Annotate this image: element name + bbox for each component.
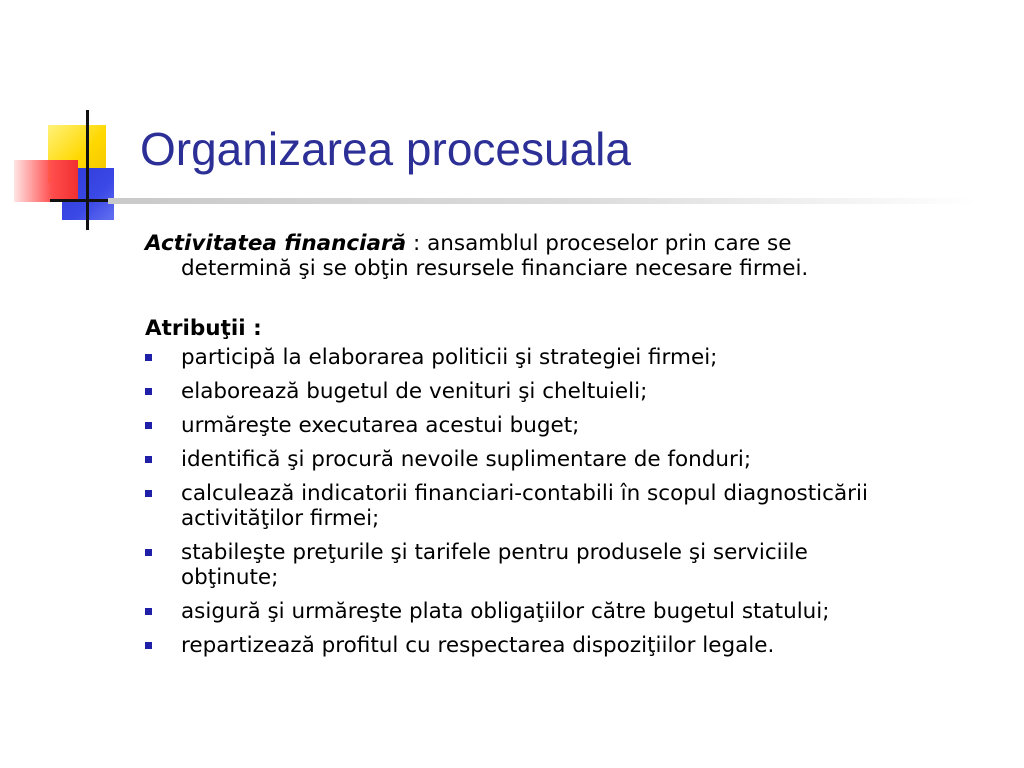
square-bullet-icon: [145, 642, 152, 649]
list-item-line: asigură şi urmăreşte plata obligaţiilor către bugetul statului;: [181, 599, 830, 624]
list-item: [145, 540, 985, 590]
slide-title: Organizarea procesuala: [140, 123, 631, 175]
list-item-line: stabileşte preţurile şi tarifele pentru produsele şi serviciile: [181, 540, 808, 565]
list-item: [145, 633, 985, 658]
square-bullet-icon: [145, 422, 152, 429]
list-item: [145, 599, 985, 624]
square-bullet-icon: [145, 608, 152, 615]
list-item: [145, 379, 985, 404]
attributes-list: [145, 345, 985, 658]
list-item-line: participă la elaborarea politicii şi strategiei firmei;: [181, 345, 718, 370]
square-bullet-icon: [145, 490, 152, 497]
list-item: [145, 447, 985, 472]
list-item-line: identifică şi procură nevoile suplimentare de fonduri;: [181, 447, 752, 472]
definition-line-2: determină şi se obţin resursele financiare necesare firmei.: [181, 256, 809, 281]
square-bullet-icon: [145, 354, 152, 361]
list-item: [145, 481, 985, 531]
slide-content: [145, 231, 985, 667]
title-underline: [108, 198, 978, 204]
logo-vertical-line-icon: [86, 110, 89, 230]
attributes-heading: Atribuţii :: [145, 316, 262, 341]
list-item: [145, 413, 985, 438]
logo-red-bar-icon: [14, 160, 78, 202]
square-bullet-icon: [145, 456, 152, 463]
list-item-line: calculează indicatorii financiari-contabili în scopul diagnosticării: [181, 481, 868, 506]
list-item-line: elaborează bugetul de venituri şi cheltuieli;: [181, 379, 648, 404]
list-item-line: repartizează profitul cu respectarea dispoziţiilor legale.: [181, 633, 775, 658]
square-bullet-icon: [145, 549, 152, 556]
list-item-line: activităţilor firmei;: [181, 506, 380, 531]
definition-line-1: [145, 231, 985, 256]
list-item-line: obţinute;: [181, 565, 279, 590]
definition-term: Activitatea financiară: [145, 231, 407, 256]
list-item: [145, 345, 985, 370]
square-bullet-icon: [145, 388, 152, 395]
definition-text-1: : ansamblul proceselor prin care se: [406, 231, 792, 256]
list-item-line: urmăreşte executarea acestui buget;: [181, 413, 580, 438]
